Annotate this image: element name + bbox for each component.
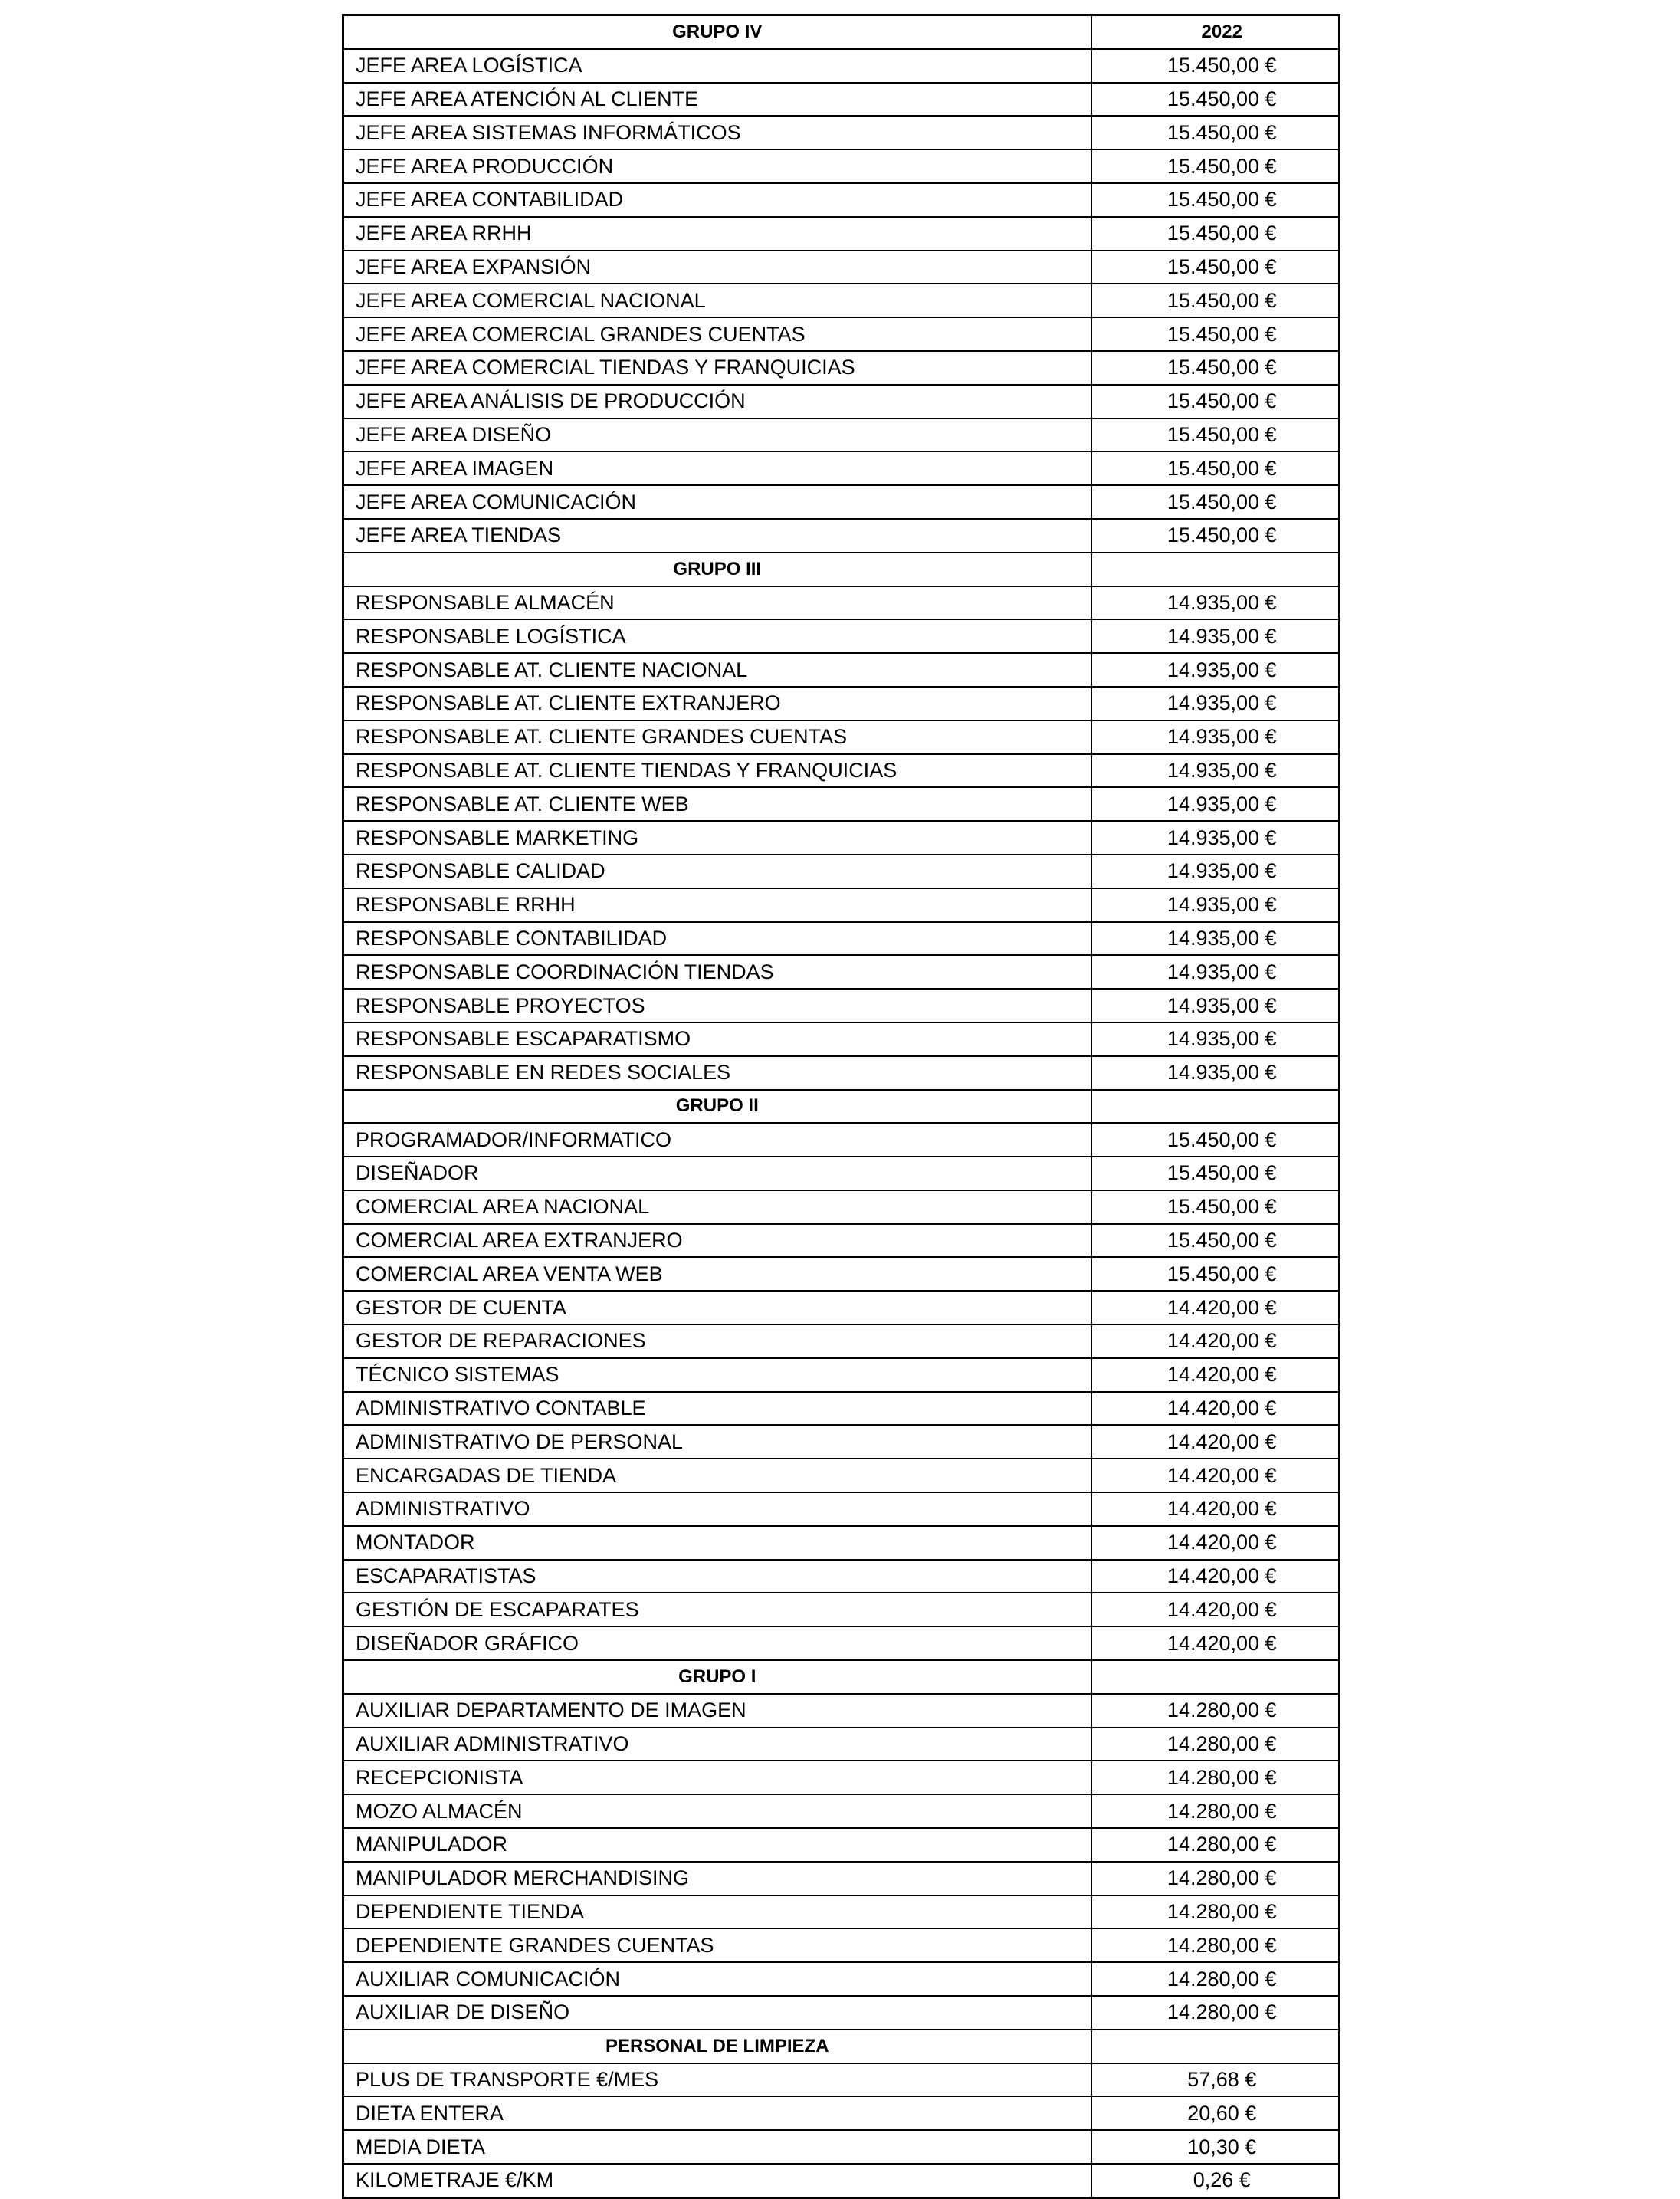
salary-value-cell: 14.935,00 €	[1091, 989, 1340, 1022]
job-title-cell: RESPONSABLE EN REDES SOCIALES	[343, 1056, 1091, 1090]
job-title-cell: RESPONSABLE ALMACÉN	[343, 586, 1091, 620]
salary-value-cell: 14.420,00 €	[1091, 1560, 1340, 1593]
job-title-cell: RESPONSABLE CALIDAD	[343, 855, 1091, 888]
table-row	[343, 83, 1340, 117]
salary-value-cell: 14.420,00 €	[1091, 1626, 1340, 1660]
table-row	[343, 1526, 1340, 1560]
salary-value-cell: 14.420,00 €	[1091, 1526, 1340, 1560]
section-header-row	[343, 553, 1340, 586]
salary-table-body	[343, 15, 1340, 2198]
table-row	[343, 1794, 1340, 1828]
table-row	[343, 1459, 1340, 1492]
salary-value-cell: 15.450,00 €	[1091, 1123, 1340, 1157]
salary-value-cell: 15.450,00 €	[1091, 451, 1340, 485]
salary-value-cell: 14.420,00 €	[1091, 1324, 1340, 1358]
table-row	[343, 1828, 1340, 1862]
table-row	[343, 787, 1340, 821]
salary-value-cell: 14.420,00 €	[1091, 1291, 1340, 1324]
salary-value-cell: 14.935,00 €	[1091, 888, 1340, 922]
salary-value-cell: 15.450,00 €	[1091, 1190, 1340, 1224]
table-row	[343, 2096, 1340, 2130]
salary-value-cell: 15.450,00 €	[1091, 351, 1340, 385]
section-title: GRUPO III	[343, 553, 1091, 586]
salary-value-cell: 14.935,00 €	[1091, 955, 1340, 989]
salary-value-cell: 14.935,00 €	[1091, 754, 1340, 788]
job-title-cell: RESPONSABLE AT. CLIENTE NACIONAL	[343, 653, 1091, 687]
salary-value-cell: 14.935,00 €	[1091, 787, 1340, 821]
salary-value-cell: 14.935,00 €	[1091, 687, 1340, 720]
table-row	[343, 653, 1340, 687]
table-row	[343, 317, 1340, 351]
job-title-cell: DIETA ENTERA	[343, 2096, 1091, 2130]
job-title-cell: JEFE AREA ANÁLISIS DE PRODUCCIÓN	[343, 385, 1091, 418]
job-title-cell: JEFE AREA DISEÑO	[343, 418, 1091, 452]
salary-value-cell: 14.280,00 €	[1091, 1862, 1340, 1895]
job-title-cell: AUXILIAR COMUNICACIÓN	[343, 1962, 1091, 1996]
salary-value-cell: 14.935,00 €	[1091, 1022, 1340, 1056]
table-row	[343, 519, 1340, 553]
job-title-cell: GESTOR DE REPARACIONES	[343, 1324, 1091, 1358]
salary-value-cell: 15.450,00 €	[1091, 1157, 1340, 1190]
section-header-empty-cell	[1091, 1660, 1340, 1694]
job-title-cell: COMERCIAL AREA NACIONAL	[343, 1190, 1091, 1224]
salary-value-cell: 15.450,00 €	[1091, 49, 1340, 83]
salary-value-cell: 15.450,00 €	[1091, 251, 1340, 284]
salary-value-cell: 14.935,00 €	[1091, 586, 1340, 620]
salary-value-cell: 14.420,00 €	[1091, 1593, 1340, 1626]
salary-value-cell: 15.450,00 €	[1091, 1224, 1340, 1258]
salary-value-cell: 14.420,00 €	[1091, 1492, 1340, 1526]
salary-value-cell: 15.450,00 €	[1091, 83, 1340, 117]
job-title-cell: RESPONSABLE CONTABILIDAD	[343, 922, 1091, 956]
table-row	[343, 1257, 1340, 1291]
salary-value-cell: 14.420,00 €	[1091, 1392, 1340, 1426]
salary-value-cell: 14.935,00 €	[1091, 1056, 1340, 1090]
job-title-cell: JEFE AREA ATENCIÓN AL CLIENTE	[343, 83, 1091, 117]
salary-value-cell: 14.935,00 €	[1091, 653, 1340, 687]
job-title-cell: ADMINISTRATIVO DE PERSONAL	[343, 1425, 1091, 1459]
job-title-cell: RESPONSABLE LOGÍSTICA	[343, 619, 1091, 653]
section-header-empty-cell	[1091, 2030, 1340, 2063]
table-row	[343, 720, 1340, 754]
job-title-cell: ADMINISTRATIVO	[343, 1492, 1091, 1526]
section-header-row	[343, 1660, 1340, 1694]
table-row	[343, 183, 1340, 217]
job-title-cell: JEFE AREA SISTEMAS INFORMÁTICOS	[343, 116, 1091, 149]
job-title-cell: JEFE AREA CONTABILIDAD	[343, 183, 1091, 217]
table-row	[343, 2130, 1340, 2164]
table-row	[343, 1358, 1340, 1392]
job-title-cell: RECEPCIONISTA	[343, 1761, 1091, 1794]
table-row	[343, 1761, 1340, 1794]
salary-value-cell: 15.450,00 €	[1091, 519, 1340, 553]
job-title-cell: COMERCIAL AREA EXTRANJERO	[343, 1224, 1091, 1258]
table-row	[343, 451, 1340, 485]
table-row	[343, 1862, 1340, 1895]
job-title-cell: MONTADOR	[343, 1526, 1091, 1560]
table-row	[343, 1895, 1340, 1929]
table-row	[343, 251, 1340, 284]
job-title-cell: RESPONSABLE AT. CLIENTE TIENDAS Y FRANQUICIAS	[343, 754, 1091, 788]
table-row	[343, 619, 1340, 653]
salary-value-cell: 14.280,00 €	[1091, 1962, 1340, 1996]
job-title-cell: JEFE AREA COMERCIAL NACIONAL	[343, 284, 1091, 317]
salary-value-cell: 14.420,00 €	[1091, 1358, 1340, 1392]
salary-value-cell: 15.450,00 €	[1091, 485, 1340, 519]
table-row	[343, 1392, 1340, 1426]
job-title-cell: KILOMETRAJE €/KM	[343, 2164, 1091, 2197]
job-title-cell: JEFE AREA LOGÍSTICA	[343, 49, 1091, 83]
salary-value-cell: 14.280,00 €	[1091, 1895, 1340, 1929]
job-title-cell: DISEÑADOR	[343, 1157, 1091, 1190]
table-row	[343, 955, 1340, 989]
salary-value-cell: 20,60 €	[1091, 2096, 1340, 2130]
section-header-row	[343, 2030, 1340, 2063]
table-row	[343, 1593, 1340, 1626]
table-row	[343, 1626, 1340, 1660]
table-row	[343, 1996, 1340, 2030]
table-row	[343, 149, 1340, 183]
job-title-cell: JEFE AREA TIENDAS	[343, 519, 1091, 553]
table-row	[343, 586, 1340, 620]
salary-value-cell: 57,68 €	[1091, 2063, 1340, 2097]
table-row	[343, 217, 1340, 251]
table-row	[343, 888, 1340, 922]
table-row	[343, 351, 1340, 385]
job-title-cell: COMERCIAL AREA VENTA WEB	[343, 1257, 1091, 1291]
section-title: GRUPO IV	[343, 15, 1091, 49]
salary-value-cell: 14.280,00 €	[1091, 1794, 1340, 1828]
table-row	[343, 1157, 1340, 1190]
job-title-cell: MANIPULADOR	[343, 1828, 1091, 1862]
salary-value-cell: 14.935,00 €	[1091, 619, 1340, 653]
salary-value-cell: 14.280,00 €	[1091, 1928, 1340, 1962]
job-title-cell: AUXILIAR DE DISEÑO	[343, 1996, 1091, 2030]
job-title-cell: JEFE AREA RRHH	[343, 217, 1091, 251]
job-title-cell: JEFE AREA COMERCIAL TIENDAS Y FRANQUICIAS	[343, 351, 1091, 385]
table-row	[343, 754, 1340, 788]
salary-value-cell: 10,30 €	[1091, 2130, 1340, 2164]
table-row	[343, 1928, 1340, 1962]
job-title-cell: RESPONSABLE COORDINACIÓN TIENDAS	[343, 955, 1091, 989]
salary-value-cell: 14.280,00 €	[1091, 1728, 1340, 1761]
salary-value-cell: 14.420,00 €	[1091, 1425, 1340, 1459]
section-title: GRUPO I	[343, 1660, 1091, 1694]
job-title-cell: PROGRAMADOR/INFORMATICO	[343, 1123, 1091, 1157]
job-title-cell: ENCARGADAS DE TIENDA	[343, 1459, 1091, 1492]
table-row	[343, 1224, 1340, 1258]
table-row	[343, 49, 1340, 83]
job-title-cell: RESPONSABLE AT. CLIENTE WEB	[343, 787, 1091, 821]
table-row	[343, 989, 1340, 1022]
job-title-cell: RESPONSABLE ESCAPARATISMO	[343, 1022, 1091, 1056]
section-header-empty-cell	[1091, 1090, 1340, 1124]
job-title-cell: RESPONSABLE MARKETING	[343, 821, 1091, 855]
table-row	[343, 1123, 1340, 1157]
table-row	[343, 385, 1340, 418]
job-title-cell: JEFE AREA COMERCIAL GRANDES CUENTAS	[343, 317, 1091, 351]
salary-value-cell: 14.280,00 €	[1091, 1828, 1340, 1862]
table-row	[343, 1056, 1340, 1090]
salary-value-cell: 15.450,00 €	[1091, 183, 1340, 217]
salary-value-cell: 14.935,00 €	[1091, 821, 1340, 855]
table-row	[343, 1492, 1340, 1526]
job-title-cell: AUXILIAR ADMINISTRATIVO	[343, 1728, 1091, 1761]
job-title-cell: RESPONSABLE AT. CLIENTE GRANDES CUENTAS	[343, 720, 1091, 754]
job-title-cell: JEFE AREA PRODUCCIÓN	[343, 149, 1091, 183]
salary-value-cell: 14.280,00 €	[1091, 1761, 1340, 1794]
salary-value-cell: 14.280,00 €	[1091, 1694, 1340, 1728]
table-row	[343, 2164, 1340, 2197]
job-title-cell: AUXILIAR DEPARTAMENTO DE IMAGEN	[343, 1694, 1091, 1728]
salary-value-cell: 15.450,00 €	[1091, 149, 1340, 183]
job-title-cell: JEFE AREA COMUNICACIÓN	[343, 485, 1091, 519]
salary-value-cell: 15.450,00 €	[1091, 418, 1340, 452]
job-title-cell: GESTIÓN DE ESCAPARATES	[343, 1593, 1091, 1626]
salary-value-cell: 14.935,00 €	[1091, 720, 1340, 754]
salary-value-cell: 14.935,00 €	[1091, 855, 1340, 888]
salary-value-cell: 15.450,00 €	[1091, 217, 1340, 251]
section-header-row	[343, 1090, 1340, 1124]
table-row	[343, 1694, 1340, 1728]
salary-value-cell: 15.450,00 €	[1091, 317, 1340, 351]
job-title-cell: RESPONSABLE AT. CLIENTE EXTRANJERO	[343, 687, 1091, 720]
table-row	[343, 284, 1340, 317]
job-title-cell: JEFE AREA EXPANSIÓN	[343, 251, 1091, 284]
job-title-cell: JEFE AREA IMAGEN	[343, 451, 1091, 485]
salary-value-cell: 14.935,00 €	[1091, 922, 1340, 956]
job-title-cell: DEPENDIENTE TIENDA	[343, 1895, 1091, 1929]
table-row	[343, 855, 1340, 888]
job-title-cell: MANIPULADOR MERCHANDISING	[343, 1862, 1091, 1895]
salary-value-cell: 14.280,00 €	[1091, 1996, 1340, 2030]
table-row	[343, 1962, 1340, 1996]
section-title: GRUPO II	[343, 1090, 1091, 1124]
table-row	[343, 116, 1340, 149]
table-row	[343, 821, 1340, 855]
year-header: 2022	[1091, 15, 1340, 49]
salary-value-cell: 15.450,00 €	[1091, 284, 1340, 317]
table-row	[343, 1560, 1340, 1593]
salary-value-cell: 15.450,00 €	[1091, 385, 1340, 418]
table-row	[343, 687, 1340, 720]
salary-value-cell: 15.450,00 €	[1091, 1257, 1340, 1291]
table-row	[343, 1425, 1340, 1459]
salary-value-cell: 15.450,00 €	[1091, 116, 1340, 149]
table-row	[343, 485, 1340, 519]
table-row	[343, 1190, 1340, 1224]
salary-table	[342, 14, 1340, 2199]
job-title-cell: RESPONSABLE PROYECTOS	[343, 989, 1091, 1022]
table-row	[343, 1728, 1340, 1761]
job-title-cell: MOZO ALMACÉN	[343, 1794, 1091, 1828]
table-row	[343, 2063, 1340, 2097]
section-header-row	[343, 15, 1340, 49]
table-row	[343, 418, 1340, 452]
job-title-cell: TÉCNICO SISTEMAS	[343, 1358, 1091, 1392]
job-title-cell: MEDIA DIETA	[343, 2130, 1091, 2164]
job-title-cell: ESCAPARATISTAS	[343, 1560, 1091, 1593]
job-title-cell: GESTOR DE CUENTA	[343, 1291, 1091, 1324]
table-row	[343, 1022, 1340, 1056]
salary-value-cell: 0,26 €	[1091, 2164, 1340, 2197]
job-title-cell: RESPONSABLE RRHH	[343, 888, 1091, 922]
section-header-empty-cell	[1091, 553, 1340, 586]
salary-value-cell: 14.420,00 €	[1091, 1459, 1340, 1492]
table-row	[343, 922, 1340, 956]
section-title: PERSONAL DE LIMPIEZA	[343, 2030, 1091, 2063]
job-title-cell: DISEÑADOR GRÁFICO	[343, 1626, 1091, 1660]
table-row	[343, 1291, 1340, 1324]
job-title-cell: DEPENDIENTE GRANDES CUENTAS	[343, 1928, 1091, 1962]
table-row	[343, 1324, 1340, 1358]
job-title-cell: ADMINISTRATIVO CONTABLE	[343, 1392, 1091, 1426]
job-title-cell: PLUS DE TRANSPORTE €/MES	[343, 2063, 1091, 2097]
